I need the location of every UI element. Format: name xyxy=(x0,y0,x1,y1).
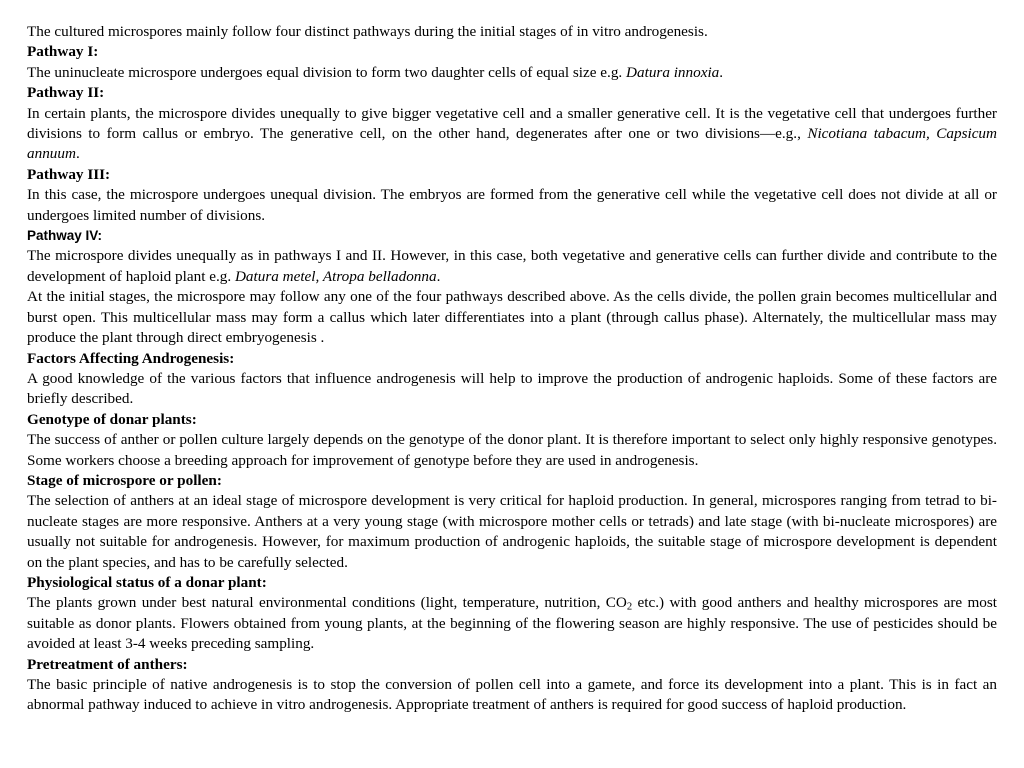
pathway-2-example: Nicotiana tabacum, Capsicum annuum xyxy=(27,125,997,163)
genotype-heading: Genotype of donar plants: xyxy=(27,410,197,428)
document-page xyxy=(27,22,997,716)
physiological-text-before: The plants grown under best natural environmental conditions (light, temperature, nutrition, CO xyxy=(27,594,627,612)
stage-heading: Stage of microspore or pollen: xyxy=(27,471,222,489)
physiological-heading: Physiological status of a donar plant: xyxy=(27,573,267,591)
pathway-2-paragraph xyxy=(27,104,997,165)
pathway-1-example: Datura innoxia xyxy=(626,63,720,81)
pathway-2-end: . xyxy=(75,145,80,163)
physiological-text-after: etc.) with good anthers and healthy microspores are most suitable as donor plants. Flowers obtained from young plants, at the beginning of the flowering season are highly responsive. The use of pesticides should be avoided at least 3-4 weeks preceding sampling. xyxy=(27,594,997,653)
pathway-1-heading: Pathway I: xyxy=(27,43,99,61)
pretreatment-heading: Pretreatment of anthers: xyxy=(27,655,188,673)
pathway-3-heading: Pathway III: xyxy=(27,165,111,183)
pathway-4-text: The microspore divides unequally as in pathways I and II. However, in this case, both vegetative and generative cells can further divide and contribute to the development of haploid plant e.g. xyxy=(27,247,997,285)
pathway-2-text: In certain plants, the microspore divides unequally to give bigger vegetative cell and a smaller generative cell. It is the vegetative cell that undergoes further divisions to form callus or embryo. The generative cell, on the other hand, degenerates after one or two divisions—e.g., xyxy=(27,104,997,143)
intro-paragraph: The cultured microspores mainly follow four distinct pathways during the initial stages of in vitro androgenesis. xyxy=(27,23,708,40)
pathway-1-text: The uninucleate microspore undergoes equal division to form two daughter cells of equal size e.g. xyxy=(27,63,627,81)
stage-paragraph: The selection of anthers at an ideal stage of microspore development is very critical for haploid production. In general, microspores ranging from tetrad to bi-nucleate stages are more responsive. Anthers at a very young stage (with microspore mother cells or tetrads) and late stage (with bi-nucleate microspores) are usually not suitable for androgenesis. However, for maximum production of androgenic haploids, the suitable stage of microspore development is dependent on the plant species, and has to be carefully selected. xyxy=(27,492,997,571)
pathway-4-heading: Pathway IV: xyxy=(27,228,103,244)
summary-paragraph: At the initial stages, the microspore may follow any one of the four pathways described above. As the cells divide, the pollen grain becomes multicellular and burst open. This multicellular mass may form a callus which later differentiates into a plant (through callus phase). Alternately, the multicellular mass may produce the plant through direct embryogenesis . xyxy=(27,288,997,347)
pathway-4-paragraph xyxy=(27,246,997,287)
co2-subscript: 2 xyxy=(626,602,633,614)
genotype-paragraph: The success of anther or pollen culture largely depends on the genotype of the donor plant. It is therefore important to select only highly responsive genotypes. Some workers choose a breeding approach for improvement of genotype before they are used in androgenesis. xyxy=(27,431,997,469)
pathway-4-example: Datura metel, Atropa belladonna xyxy=(234,267,437,285)
pathway-1-end: . xyxy=(719,63,724,81)
factors-paragraph: A good knowledge of the various factors that influence androgenesis will help to improve the production of androgenic haploids. Some of these factors are briefly described. xyxy=(27,369,997,408)
pretreatment-paragraph: The basic principle of native androgenesis is to stop the conversion of pollen cell into a gamete, and force its development into a plant. This is in fact an abnormal pathway induced to achieve in vitro androgenesis. Appropriate treatment of anthers is required for good success of haploid production. xyxy=(27,676,997,714)
physiological-paragraph xyxy=(27,593,997,654)
pathway-4-end: . xyxy=(436,267,441,285)
factors-heading: Factors Affecting Androgenesis: xyxy=(27,349,235,367)
pathway-1-paragraph xyxy=(27,63,997,83)
pathway-3-paragraph: In this case, the microspore undergoes unequal division. The embryos are formed from the generative cell while the vegetative cell does not divide at all or undergoes limited number of divisions. xyxy=(27,186,997,224)
pathway-2-heading: Pathway II: xyxy=(27,84,105,102)
